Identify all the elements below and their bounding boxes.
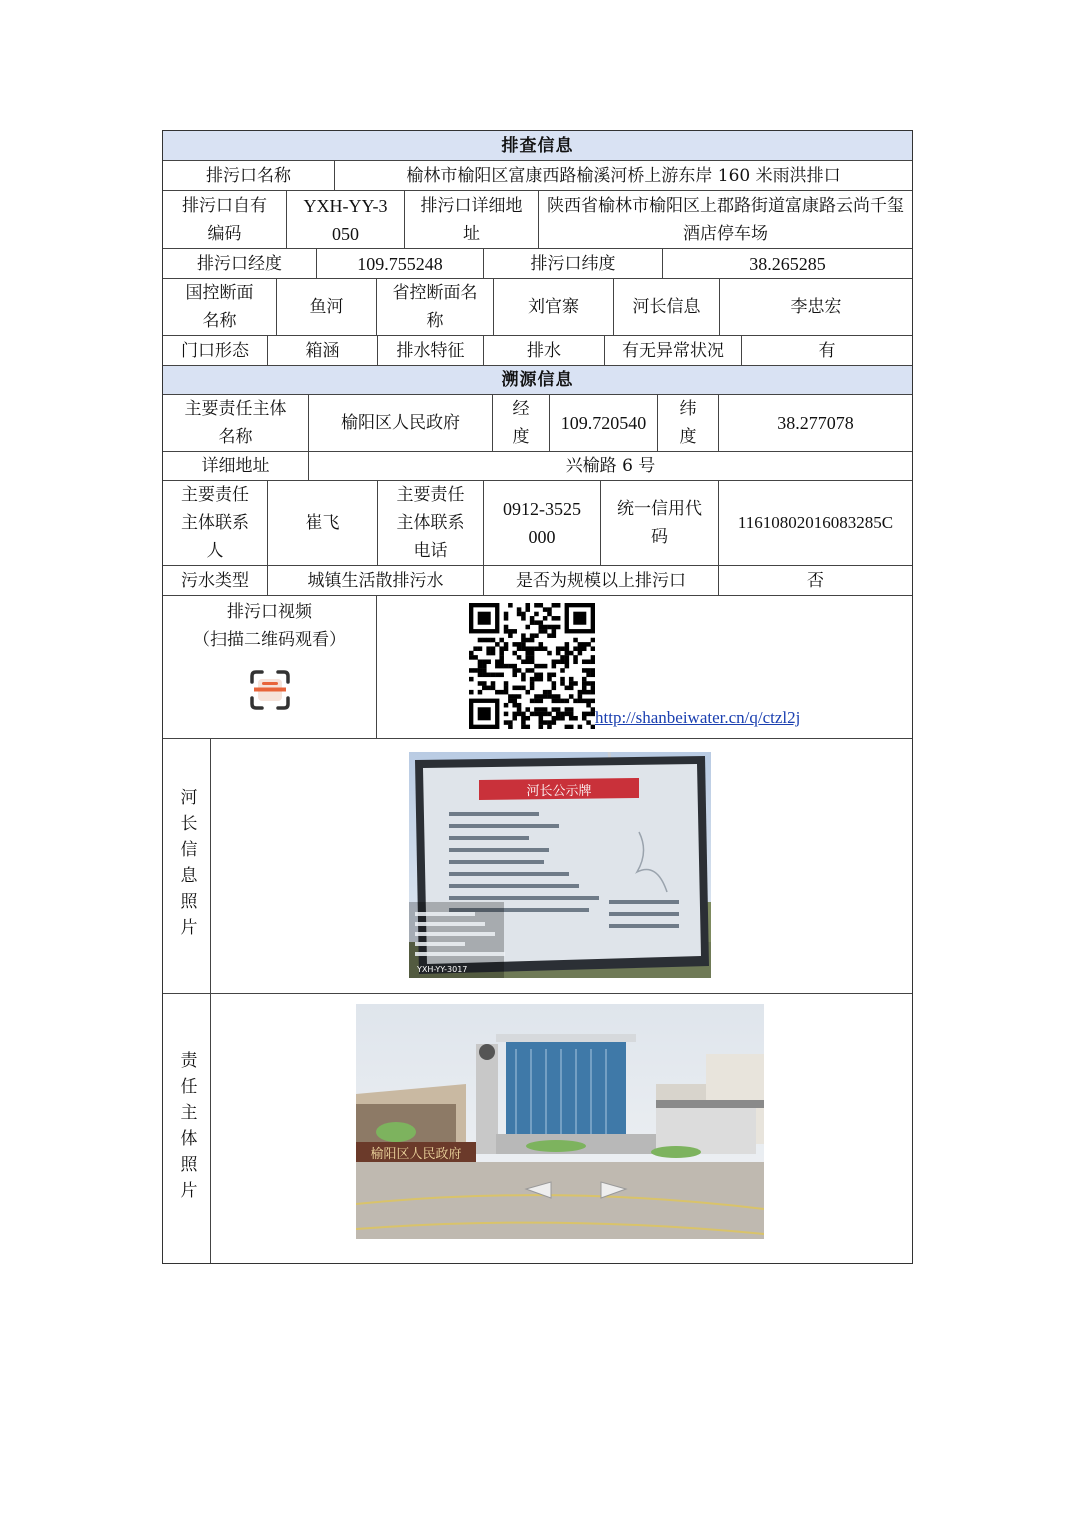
river-chief-label: 河长信息	[614, 279, 720, 335]
gate-form-value: 箱涵	[268, 336, 378, 365]
provincial-section-label: 省控断面名称	[377, 279, 494, 335]
scale-label: 是否为规模以上排污口	[484, 566, 719, 595]
river-chief-value: 李忠宏	[790, 297, 842, 317]
entity-address-row	[163, 452, 912, 481]
gate-sign-text: 榆阳区人民政府	[370, 1147, 462, 1162]
contact-value: 崔飞	[268, 481, 378, 565]
contact-label: 主要责任主体联系人	[163, 481, 268, 565]
entity-photo-label-cell	[163, 994, 211, 1263]
entity-lat-label: 纬度	[658, 395, 719, 451]
entity-building-photo	[356, 1004, 764, 1239]
scale-value: 否	[807, 570, 824, 591]
outfall-lon-value: 109.755248	[317, 249, 484, 278]
credit-code-value: 11610802016083285C	[737, 513, 894, 532]
river-chief-photo-row	[163, 739, 912, 994]
entity-name-label: 主要责任主体名称	[163, 395, 309, 451]
video-qr-cell	[377, 596, 912, 738]
video-hint: （扫描二维码观看）	[193, 630, 346, 650]
trace-section-header-row	[163, 366, 912, 395]
survey-section-header-row	[163, 131, 912, 161]
trace-section-title: 溯源信息	[163, 366, 912, 394]
entity-lat-value: 38.277078	[777, 413, 854, 433]
outfall-record-table	[162, 130, 913, 1264]
credit-code-label: 统一信用代码	[601, 481, 719, 565]
river-chief-photo-label: 河长信息照片	[176, 788, 197, 944]
national-section-label: 国控断面名称	[163, 279, 277, 335]
drain-feature-value: 排水	[484, 336, 605, 365]
abnormal-label: 有无异常状况	[605, 336, 742, 365]
outfall-address-value: 陕西省榆林市榆阳区上郡路街道富康路云尚千玺酒店停车场	[547, 195, 904, 244]
national-section-value: 鱼河	[277, 279, 377, 335]
sewage-type-label: 污水类型	[163, 566, 268, 595]
entity-photo-row	[163, 994, 912, 1263]
river-chief-photo-label-cell	[163, 739, 211, 993]
outfall-lon-label: 排污口经度	[163, 249, 317, 278]
entity-lon-label: 经度	[493, 395, 550, 451]
video-link[interactable]: http://shanbeiwater.cn/q/ctzl2j	[595, 708, 801, 727]
gate-form-label: 门口形态	[163, 336, 268, 365]
abnormal-value: 有	[818, 340, 836, 361]
river-chief-photo-cell	[211, 739, 912, 993]
outfall-lat-label: 排污口纬度	[484, 249, 663, 278]
sign-photo-code: YXH-YY-3017	[417, 965, 468, 974]
entity-name-value: 榆阳区人民政府	[309, 395, 493, 451]
sign-title: 河长公示牌	[526, 784, 592, 799]
scan-icon[interactable]	[248, 668, 292, 712]
river-chief-sign-photo	[409, 752, 711, 978]
entity-address-value: 兴榆路 6 号	[565, 456, 656, 476]
outfall-name-value: 榆林市榆阳区富康西路榆溪河桥上游东岸 160 米雨洪排口	[406, 165, 841, 186]
outfall-code-address-row	[163, 191, 912, 249]
outfall-name-label: 排污口名称	[163, 161, 335, 190]
phone-label: 主要责任主体联系电话	[378, 481, 484, 565]
qr-code-icon[interactable]	[469, 603, 595, 729]
entity-photo-cell	[211, 994, 912, 1263]
section-chief-row	[163, 279, 912, 336]
sewage-type-row	[163, 566, 912, 596]
sewage-type-value: 城镇生活散排污水	[268, 566, 484, 595]
outfall-lat-value: 38.265285	[749, 253, 826, 274]
survey-section-title: 排查信息	[163, 131, 912, 160]
entity-lon-value: 109.720540	[550, 395, 658, 451]
video-label: 排污口视频	[227, 602, 312, 622]
outfall-coords-row	[163, 249, 912, 279]
outfall-address-label: 排污口详细地址	[405, 191, 539, 248]
entity-address-label: 详细地址	[163, 452, 309, 480]
video-label-cell	[163, 596, 377, 738]
entity-row	[163, 395, 912, 452]
gate-form-row	[163, 336, 912, 366]
outfall-code-value: YXH-YY-3050	[287, 191, 405, 248]
drain-feature-label: 排水特征	[378, 336, 484, 365]
outfall-name-row	[163, 161, 912, 191]
provincial-section-value: 刘官寨	[494, 279, 614, 335]
entity-photo-label: 责任主体照片	[176, 1050, 197, 1207]
outfall-code-label: 排污口自有编码	[163, 191, 287, 248]
phone-value: 0912-3525000	[484, 481, 601, 565]
entity-contact-row	[163, 481, 912, 566]
video-row	[163, 596, 912, 739]
